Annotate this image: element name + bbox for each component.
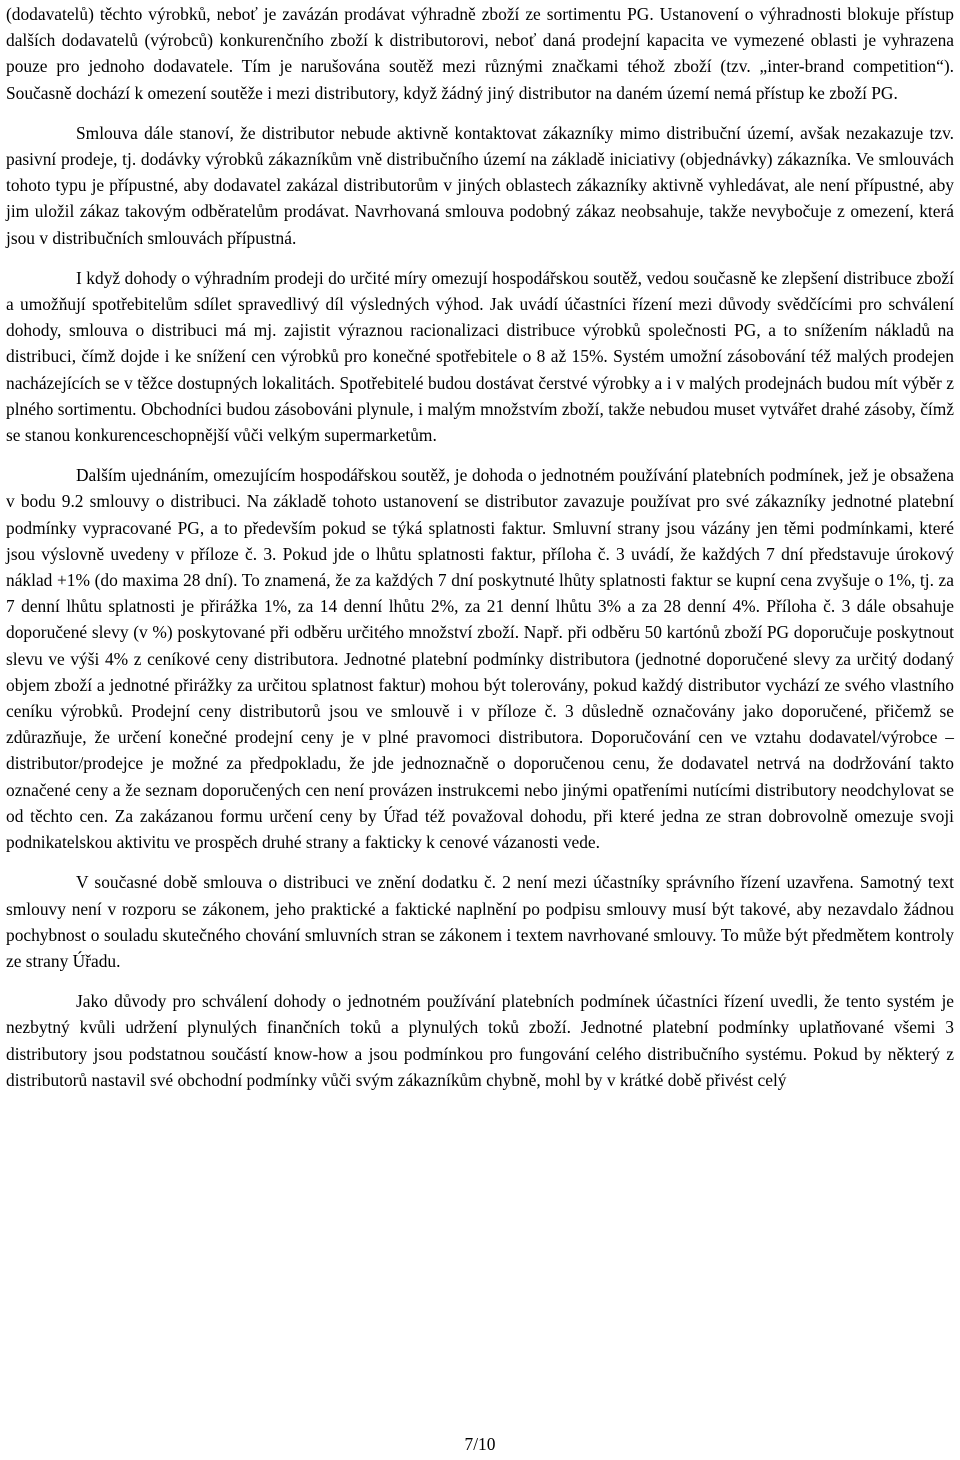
- paragraph-passive-sales: Smlouva dále stanoví, že distributor nebude aktivně kontaktovat zákazníky mimo distribuční území, avšak nezakazuje tzv. pasivní prodeje, tj. dodávky výrobků zákazníkům vně distribučního území na základě iniciativy (objednávky) zákazníka. Ve smlouvách tohoto typu je přípustné, aby dodavatel zakázal distributorům v jiných oblastech zákazníky aktivně vyhledávat, ale není přípustné, aby jim uložil zákaz takovým odběratelům prodávat. Navrhovaná smlouva podobný zákaz neobsahuje, takže nevybočuje z omezení, která jsou v distribučních smlouvách přípustná.: [6, 122, 954, 248]
- paragraph-contract-status: V současné době smlouva o distribuci ve znění dodatku č. 2 není mezi účastníky správního řízení uzavřena. Samotný text smlouvy není v rozporu se zákonem, jeho praktické a faktické naplnění po podpisu smlouvy musí být takové, aby nezavdalo žádnou pochybnost o souladu skutečného chování smluvních stran se zákonem i textem navrhované smlouvy. To může být předmětem kontroly ze strany Úřadu.: [6, 872, 954, 971]
- paragraph-payment-terms: Dalším ujednáním, omezujícím hospodářskou soutěž, je dohoda o jednotném používání platebních podmínek, jež je obsažena v bodu 9.2 smlouvy o distribuci. Na základě tohoto ustanovení se distributor zavazuje používat pro své zákazníky jednotné platební podmínky vypracované PG, a to především pokud se týká splatnosti faktur. Smluvní strany jsou vázány jen těmi podmínkami, které jsou výslovně uvedeny v příloze č. 3. Pokud jde o lhůtu splatnosti faktur, příloha č. 3 uvádí, že každých 7 dní představuje úrokový náklad +1% (do maxima 28 dní). To znamená, že za každých 7 dní poskytnuté lhůty splatnosti faktur se kupní cena zvyšuje o 1%, tj. za 7 denní lhůtu splatnosti je přirážka 1%, za 14 denní lhůtu 2%, za 21 denní lhůtu 3% a za 28 denní 4%. Příloha č. 3 dále obsahuje doporučené slevy (v %) poskytované při odběru určitého množství zboží. Např. při odběru 50 kartónů zboží PG doporučuje poskytnout slevu ve výši 4% z ceníkové ceny distributora. Jednotné platební podmínky distributora (jednotné doporučené slevy za určitý dodaný objem zboží a jednotné přirážky za určitou splatnost faktur) mohou být tolerovány, pokud každý distributor vychází ze svého vlastního ceníku výrobků. Prodejní ceny distributorů jsou ve smlouvě i v příloze č. 3 důsledně označovány jako doporučené, přičemž se zdůrazňuje, že určení konečné prodejní ceny je v plné pravomoci distributora. Doporučování cen ve vztahu dodavatel/výrobce – distributor/prodejce je možné za předpokladu, že jde jednoznačně o doporučenou cenu, že dodavatel netrvá na dodržování takto označené ceny a že seznam doporučených cen není provázen instrukcemi nebo jinými opatřeními nutícími distributory neodchylovat se od těchto cen. Za zakázanou formu určení ceny by Úřad též považoval dohodu, při které jedna ze stran dobrovolně omezuje svoji podnikatelskou aktivitu ve prospěch druhé strany a fakticky k cenové vázanosti vede.: [6, 465, 954, 853]
- paragraph-reasons: Jako důvody pro schválení dohody o jednotném používání platebních podmínek účastníci řízení uvedli, že tento systém je nezbytný kvůli udržení plynulých finančních toků a plynulých toků zboží. Jednotné platební podmínky uplatňované všemi 3 distributory jsou podstatnou součástí know-how a jsou podmínkou pro fungování celého distribučního systému. Pokud by některý z distributorů nastavil své obchodní podmínky vůči svým zákazníkům chybně, mohl by v krátké době přivést celý: [6, 991, 954, 1090]
- paragraph-benefits: I když dohody o výhradním prodeji do určité míry omezují hospodářskou soutěž, vedou současně ke zlepšení distribuce zboží a umožňují spotřebitelům sdílet spravedlivý díl výsledných výhod. Jak uvádí účastníci řízení mezi důvody svědčícími pro schválení dohody, smlouva o distribuci má mj. zajistit výraznou racionalizaci distribuce výrobků společnosti PG, a to snížením nákladů na distribuci, čímž dojde i ke snížení cen výrobků pro konečné spotřebitele o 8 až 15%. Systém umožní zásobování též malých prodejen nacházejících se v těžce dostupných lokalitách. Spotřebitelé budou dostávat čerstvé výrobky a i v malých prodejnách budou mít výběr z plného sortimentu. Obchodníci budou zásobováni plynule, i malým množstvím zboží, takže nebudou muset vytvářet drahé zásoby, čímž se stanou konkurenceschopnější vůči velkým supermarketům.: [6, 267, 954, 446]
- paragraph-exclusivity: (dodavatelů) těchto výrobků, neboť je zavázán prodávat výhradně zboží ze sortimentu PG. Ustanovení o výhradnosti blokuje přístup dalších dodavatelů (výrobců) konkurenčního zboží k distributorovi, neboť daná prodejní kapacita ve vymezené oblasti je vyhrazena pouze pro jednoho dodavatele. Tím je narušována soutěž mezi různými značkami téhož zboží (tzv. „inter-brand competition“). Současně dochází k omezení soutěže i mezi distributory, když žádný jiný distributor na daném území nemá přístup ke zboží PG.: [6, 4, 954, 103]
- page-number: 7/10: [464, 1434, 496, 1454]
